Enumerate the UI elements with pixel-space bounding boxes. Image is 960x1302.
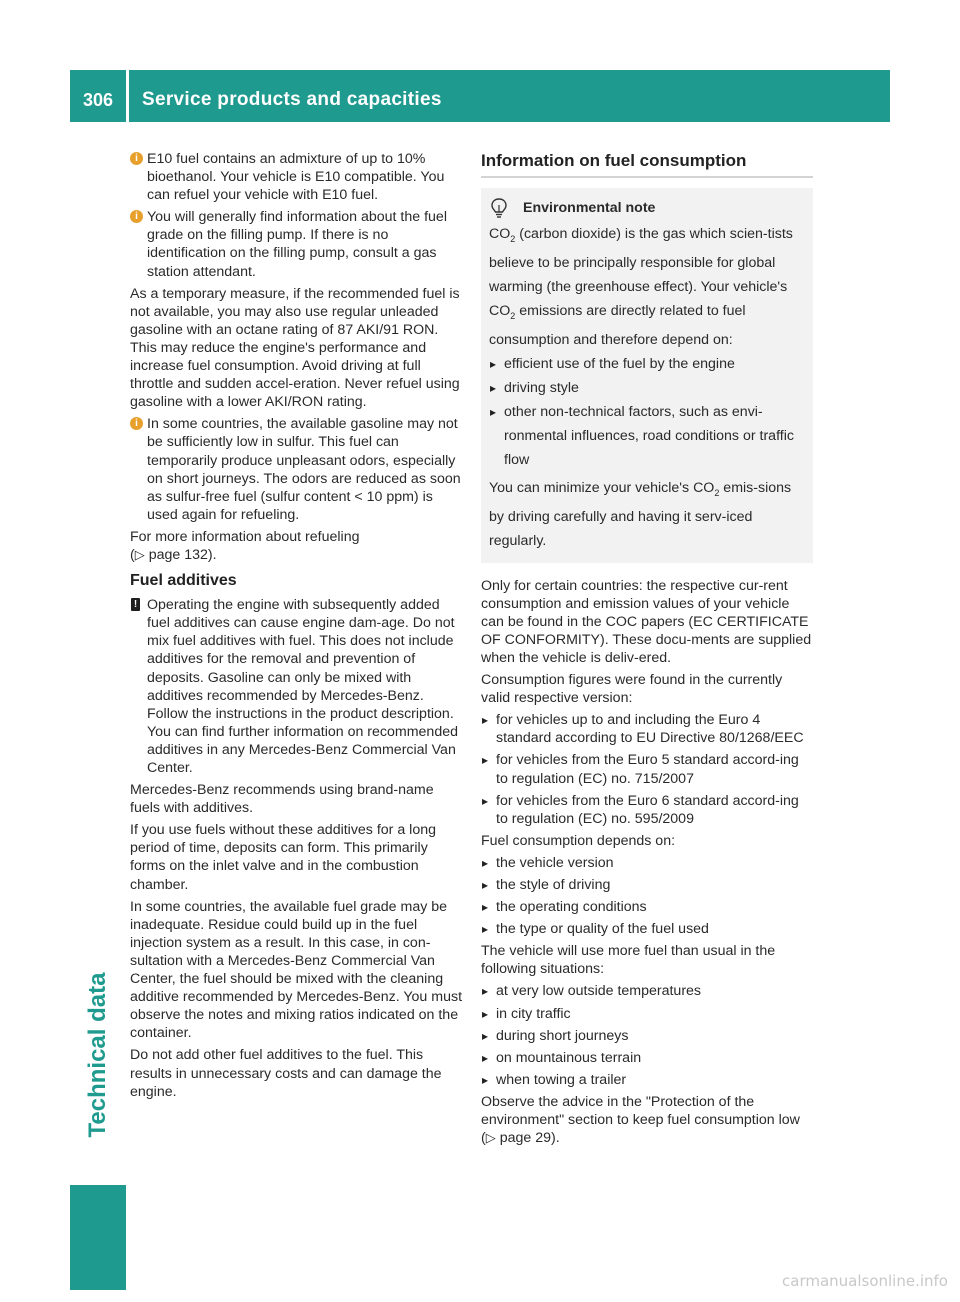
- header-divider: [126, 70, 129, 122]
- co2-subscript: 2: [510, 310, 516, 321]
- watermark: carmanualsonline.info: [782, 1272, 948, 1290]
- warning-note: [130, 596, 462, 777]
- co2-text: CO: [489, 302, 511, 319]
- note-text: You will generally find information about the fuel grade on the filling pump. If there is no identification on the filling pump, consult a gas station attendant.: [147, 209, 447, 280]
- list-item: ▸ on mountainous terrain: [481, 1049, 813, 1067]
- env-text: emis-sions by driving carefully and having it serv-iced regularly.: [489, 479, 792, 549]
- page-reference-icon: ▷: [134, 546, 145, 562]
- list-item: ▸ the operating conditions: [481, 898, 813, 916]
- right-column: [481, 150, 813, 1151]
- warning-icon: !: [131, 598, 140, 611]
- paragraph: Do not add other fuel additives to the fuel. This results in unnecessary costs and can damage the engine.: [130, 1047, 442, 1100]
- list-item: ▸ the vehicle version: [481, 854, 813, 872]
- co2-subscript: 2: [510, 233, 516, 244]
- paragraph: Fuel consumption depends on:: [481, 832, 676, 849]
- list-item: ▸ during short journeys: [481, 1027, 813, 1045]
- paragraph: Only for certain countries: the respective cur-rent consumption and emission values of your vehicle can be found in the COC papers (EC CERTIFICATE OF CONFORMITY). These docu-ments are supplied when the vehicle is deliv-ered.: [481, 577, 812, 666]
- list-item: ▸ the style of driving: [481, 876, 813, 894]
- bullet-list: [481, 982, 813, 1088]
- page-number: 306: [82, 90, 114, 110]
- bullet-list: [481, 711, 813, 828]
- co2-text: CO: [693, 479, 715, 496]
- environmental-note-header: [489, 196, 805, 220]
- paragraph: Consumption figures were found in the currently valid respective version:: [481, 672, 783, 707]
- environmental-note-box: [481, 188, 813, 562]
- side-tab-label: [70, 920, 126, 1190]
- co2-subscript: 2: [714, 487, 720, 498]
- page-reference-link[interactable]: page 29).: [499, 1130, 560, 1147]
- env-text: emissions are directly related to fuel consumption and therefore depend on:: [489, 302, 746, 348]
- list-item: ▸ for vehicles up to and including the Euro 4 standard according to EU Directive 80/1268/EEC: [481, 711, 813, 747]
- subheading: Fuel additives: [130, 572, 237, 590]
- list-item: ▸ when towing a trailer: [481, 1071, 813, 1089]
- paragraph-text: Observe the advice in the "Protection of the environment" section to keep fuel consumption low (: [481, 1093, 800, 1147]
- side-tab-text: Technical data: [84, 972, 111, 1138]
- paragraph: The vehicle will use more fuel than usual in the following situations:: [481, 943, 776, 978]
- list-item: ▸ for vehicles from the Euro 5 standard accord-ing to regulation (EC) no. 715/2007: [481, 751, 813, 787]
- list-item: ▸ other non-technical factors, such as envi-ronmental influences, road conditions or traffic flow: [489, 400, 805, 472]
- side-tab-marker: [70, 1185, 126, 1290]
- heading-rule: [481, 176, 813, 178]
- lightbulb-icon: [489, 197, 509, 219]
- warning-text: Operating the engine with subsequently added fuel additives can cause engine dam-age. Do not mix fuel additives with fuel. This does not include additives for the removal and prevention of deposits. Gasoline can only be mixed with additives recommended by Mercedes-Benz. Follow the instructions in the product description. You can find further information on recommended additives in any Mercedes-Benz Commercial Van Center.: [147, 597, 458, 776]
- list-item: ▸ at very low outside temperatures: [481, 982, 813, 1000]
- info-note: [130, 415, 462, 524]
- paragraph-text: For more information about refueling: [130, 528, 360, 545]
- bullet-list: [481, 854, 813, 938]
- env-text: (carbon dioxide) is the gas which scien-tists believe to be principally responsible for global warming (the greenhouse effect). Your vehicle's: [489, 226, 793, 295]
- section-heading: Information on fuel consumption: [481, 151, 747, 170]
- list-item: ▸ driving style: [489, 376, 805, 400]
- left-column: [130, 150, 462, 1105]
- info-note: [130, 208, 462, 280]
- list-item: ▸ the type or quality of the fuel used: [481, 920, 813, 938]
- note-text: E10 fuel contains an admixture of up to 10% bioethanol. Your vehicle is E10 compatible. You can refuel your vehicle with E10 fuel.: [147, 151, 445, 204]
- paragraph: Mercedes-Benz recommends using brand-name fuels with additives.: [130, 782, 434, 817]
- note-text: In some countries, the available gasoline may not be sufficiently low in sulfur. This fuel can temporarily produce unpleasant odors, especially on short journeys. The odors are reduced as soon as sulfur-free fuel (sulfur content < 10 ppm) is used again for refueling.: [147, 416, 461, 523]
- environmental-note-title: Environmental note: [523, 200, 656, 217]
- co2-text: CO: [489, 226, 511, 243]
- list-item: ▸ in city traffic: [481, 1005, 813, 1023]
- section-title: Service products and capacities: [142, 89, 442, 110]
- paragraph: [481, 1093, 813, 1147]
- page-header: [70, 70, 890, 122]
- paragraph: As a temporary measure, if the recommended fuel is not available, you may also use regular unleaded gasoline with an octane rating of 87 AKI/91 RON. This may reduce the engine's performance and increase fuel consumption. Avoid driving at full throttle and sudden accel-eration. Never refuel using gasoline with a lower AKI/RON rating.: [130, 285, 460, 411]
- list-item: ▸ efficient use of the fuel by the engine: [489, 352, 805, 376]
- environmental-note-text: [489, 222, 805, 352]
- info-icon: i: [130, 152, 143, 165]
- list-item: ▸ for vehicles from the Euro 6 standard accord-ing to regulation (EC) no. 595/2009: [481, 792, 813, 828]
- info-note: [130, 150, 462, 204]
- paragraph: If you use fuels without these additives for a long period of time, deposits can form. This primarily forms on the inlet valve and in the combustion chamber.: [130, 822, 437, 893]
- info-icon: i: [130, 210, 143, 223]
- environmental-note-text: [489, 476, 805, 553]
- page-reference-link[interactable]: page 132).: [148, 546, 217, 563]
- env-text: You can minimize your vehicle's: [489, 479, 694, 496]
- page-reference-icon: ▷: [485, 1130, 496, 1146]
- environmental-bullets: [489, 352, 805, 472]
- paragraph: For more information about refueling (▷ page 132).: [130, 528, 360, 563]
- info-icon: i: [130, 417, 143, 430]
- paragraph: In some countries, the available fuel grade may be inadequate. Residue could build up in the fuel injection system as a result. In this case, in con-sultation with a Mercedes-Benz Commercial Van Center, the fuel should be mixed with the cleaning additive recommended by Mercedes-Benz. You must observe the notes and mixing ratios indicated on the container.: [130, 898, 463, 1042]
